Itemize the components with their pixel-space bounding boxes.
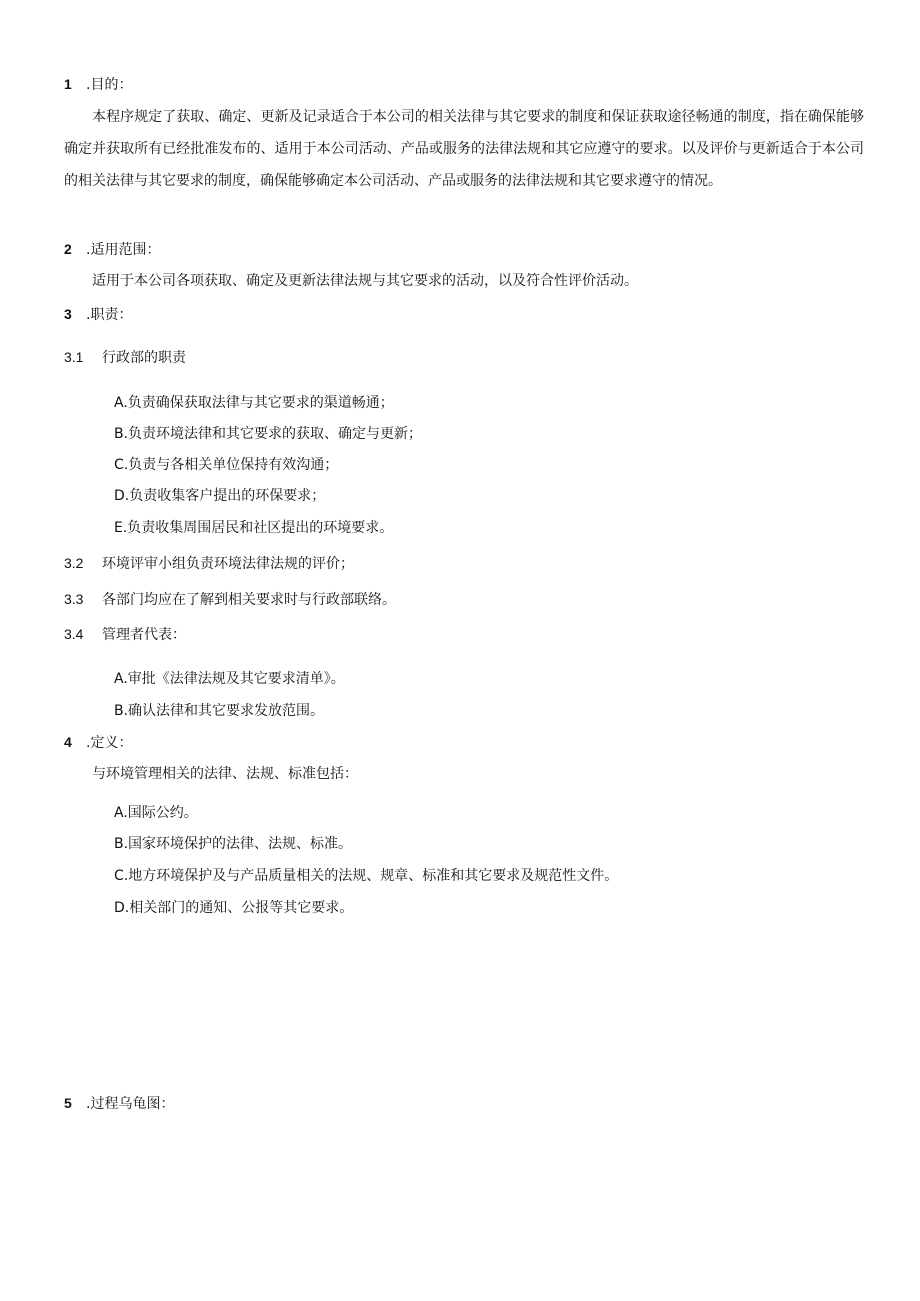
section-title: .目的： [86,77,133,93]
subsection-number: 3.3 [64,591,84,607]
section-number: 1 [64,76,72,92]
list-item: D.负责收集客户提出的环保要求； [114,488,326,504]
section-number: 2 [64,241,72,257]
section-title: .定义： [86,735,133,751]
section-title: .过程乌龟图： [86,1096,175,1112]
list-item: A.审批《法律法规及其它要求清单》。 [114,671,345,687]
list-item: A.国际公约。 [114,805,198,821]
definition-intro: 与环境管理相关的法律、法规、标准包括： [92,766,358,782]
section-1-heading [64,74,132,95]
subsection-number: 3.1 [64,349,84,365]
scope-text: 适用于本公司各项获取、确定及更新法律法规与其它要求的活动，以及符合性评价活动。 [92,273,638,289]
section-1-paragraph [64,101,864,197]
subsection-number: 3.2 [64,555,84,571]
subsection-3-1-heading [64,347,186,368]
section-number: 4 [64,734,72,750]
list-item: C.地方环境保护及与产品质量相关的法规、规章、标准和其它要求及规范性文件。 [114,868,619,884]
subsection-text: 环境评审小组负责环境法律法规的评价； [102,556,354,572]
purpose-text: 本程序规定了获取、确定、更新及记录适合于本公司的相关法律与其它要求的制度和保证获取途径畅通的制度，指在确保能够确定并获取所有已经批准发布的、适用于本公司活动、产品或服务的法律法规和其它应遵守的要求。以及评价与更新适合于本公司的相关法律与其它要求的制度，确保能够确定本公司活动、产品或服务的法律法规和其它要求遵守的情况。 [64,109,864,189]
list-item: E.负责收集周围居民和社区提出的环境要求。 [114,520,394,536]
section-3-heading [64,304,132,325]
section-number: 5 [64,1095,72,1111]
list-item: D.相关部门的通知、公报等其它要求。 [114,900,354,916]
list-item: B.确认法律和其它要求发放范围。 [114,703,325,719]
section-4-heading [64,732,132,753]
subsection-title: 管理者代表： [102,627,186,643]
subsection-number: 3.4 [64,626,84,642]
section-5-heading [64,1093,174,1114]
subsection-text: 各部门均应在了解到相关要求时与行政部联络。 [102,592,396,608]
subsection-3-3 [64,589,396,610]
section-2-heading [64,239,160,260]
list-item: C.负责与各相关单位保持有效沟通； [114,457,339,473]
subsection-3-2 [64,553,354,574]
section-number: 3 [64,306,72,322]
subsection-3-4-heading [64,624,186,645]
section-title: .适用范围： [86,242,161,258]
list-item: B.国家环境保护的法律、法规、标准。 [114,836,353,852]
list-item: B.负责环境法律和其它要求的获取、确定与更新； [114,426,423,442]
subsection-title: 行政部的职责 [102,350,186,366]
section-title: .职责： [86,307,133,323]
list-item: A.负责确保获取法律与其它要求的渠道畅通； [114,395,394,411]
